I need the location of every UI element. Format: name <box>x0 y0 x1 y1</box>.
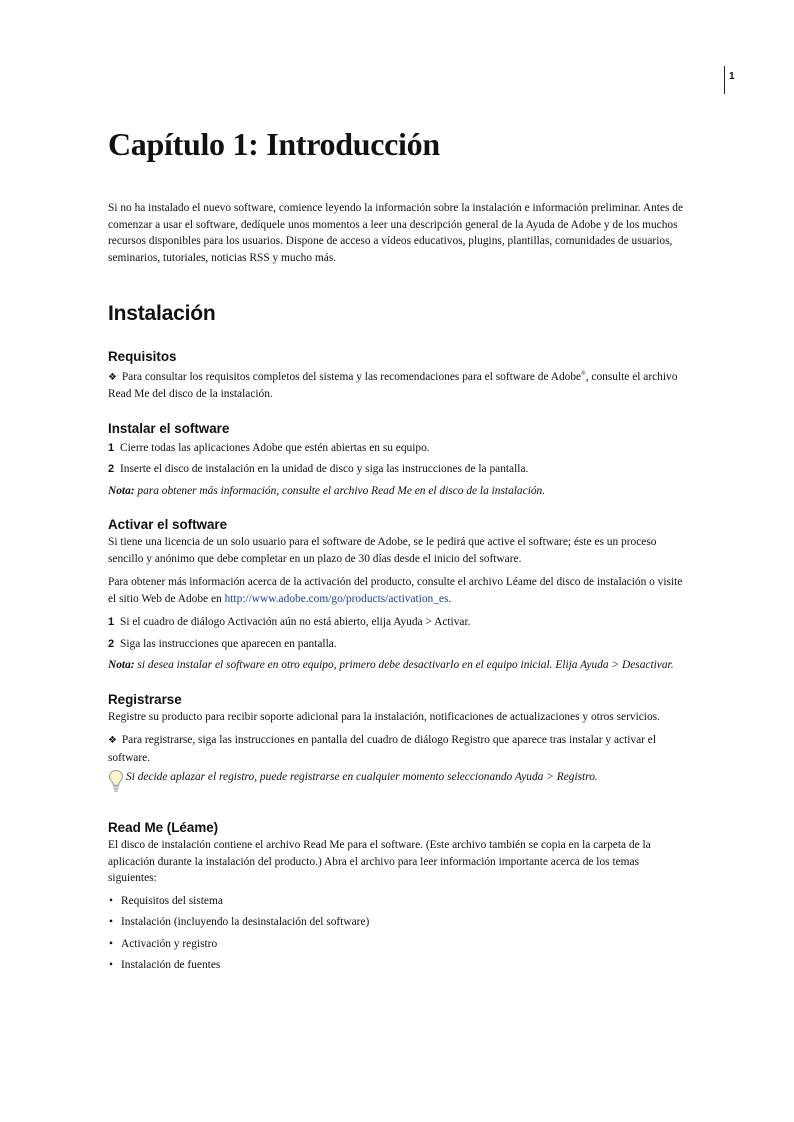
section-heading-installation: Instalación <box>108 302 216 325</box>
readme-heading: Read Me (Léame) <box>108 820 219 836</box>
chapter-title: Capítulo 1: Introducción <box>108 126 440 162</box>
activate-step: 2 Siga las instrucciones que aparecen en pantalla. <box>108 637 337 650</box>
install-section <box>108 420 690 500</box>
bullet-icon: • <box>109 937 113 950</box>
install-heading: Instalar el software <box>108 420 230 436</box>
activate-link-paragraph: Para obtener más información acerca de la activación del producto, consulte el archivo Léame del disco de instalación o visite el sitio Web de Adobe en http://www.adobe.com/go/products/activation_es. <box>108 576 683 605</box>
activate-section <box>108 516 690 674</box>
readme-section <box>108 819 690 974</box>
list-item: • Instalación (incluyendo la desinstalación del software) <box>108 914 690 931</box>
install-note: Nota: para obtener más información, consulte el archivo Read Me en el disco de la instalación. <box>108 484 546 497</box>
document-body <box>108 122 690 991</box>
readme-paragraph: El disco de instalación contiene el archivo Read Me para el software. (Este archivo también se copia en la carpeta de la aplicación durante la instalación del producto.) Abra el archivo para leer información importante acerca de los temas siguientes: <box>108 839 651 885</box>
register-tip <box>108 769 690 795</box>
requirements-section <box>108 348 690 403</box>
procedure-diamond-icon: ❖ <box>108 735 117 747</box>
activate-step: 1 Si el cuadro de diálogo Activación aún no está abierto, elija Ayuda > Activar. <box>108 616 471 629</box>
procedure-diamond-icon: ❖ <box>108 371 117 383</box>
activate-heading: Activar el software <box>108 517 228 533</box>
activation-link[interactable]: http://www.adobe.com/go/products/activation_es <box>224 592 449 605</box>
requirements-heading: Requisitos <box>108 349 177 364</box>
bullet-icon: • <box>109 959 113 972</box>
activate-paragraph: Si tiene una licencia de un solo usuario para el software de Adobe, se le pedirá que active el software; éste es un proceso sencillo y anónimo que debe completar en un plazo de 30 días desde el inicio del software. <box>108 536 657 565</box>
register-tip-text: Si decide aplazar el registro, puede registrarse en cualquier momento seleccionando Ayuda > Registro. <box>126 771 598 784</box>
list-item: • Requisitos del sistema <box>108 893 690 910</box>
lightbulb-icon <box>108 769 124 795</box>
register-paragraph: Registre su producto para recibir soporte adicional para la instalación, notificaciones de actualizaciones y otros servicios. <box>108 710 660 723</box>
list-item: • Instalación de fuentes <box>108 957 690 974</box>
install-step: 1 Cierre todas las aplicaciones Adobe que estén abiertas en su equipo. <box>108 441 430 454</box>
bullet-icon: • <box>109 916 113 929</box>
page-number-marker <box>724 66 735 94</box>
list-item: • Activación y registro <box>108 936 690 953</box>
activate-note: Nota: si desea instalar el software en otro equipo, primero debe desactivarlo en el equipo inicial. Elija Ayuda > Desactivar. <box>108 659 674 672</box>
install-step: 2 Inserte el disco de instalación en la unidad de disco y siga las instrucciones de la pantalla. <box>108 463 529 476</box>
intro-paragraph: Si no ha instalado el nuevo software, comience leyendo la información sobre la instalación e información preliminar. Antes de comenzar a usar el software, dedíquele unos momentos a leer una descripción general de la Ayuda de Adobe y de los muchos recursos disponibles para los usuarios. Dispone de acceso a vídeos educativos, plugins, plantillas, comunidades de usuarios, seminarios, tutoriales, noticias RSS y mucho más. <box>108 202 684 264</box>
readme-topic-list <box>108 893 690 974</box>
register-heading: Registrarse <box>108 691 182 707</box>
requirements-paragraph: ❖ Para consultar los requisitos completos del sistema y las recomendaciones para el software de Adobe®, consulte el archivo Read Me del disco de la instalación. <box>108 370 678 401</box>
page-number: 1 <box>729 71 735 82</box>
register-procedure: ❖ Para registrarse, siga las instrucciones en pantalla del cuadro de diálogo Registro que aparece tras instalar y activar el software. <box>108 734 657 764</box>
register-section <box>108 691 690 796</box>
bullet-icon: • <box>109 894 113 907</box>
